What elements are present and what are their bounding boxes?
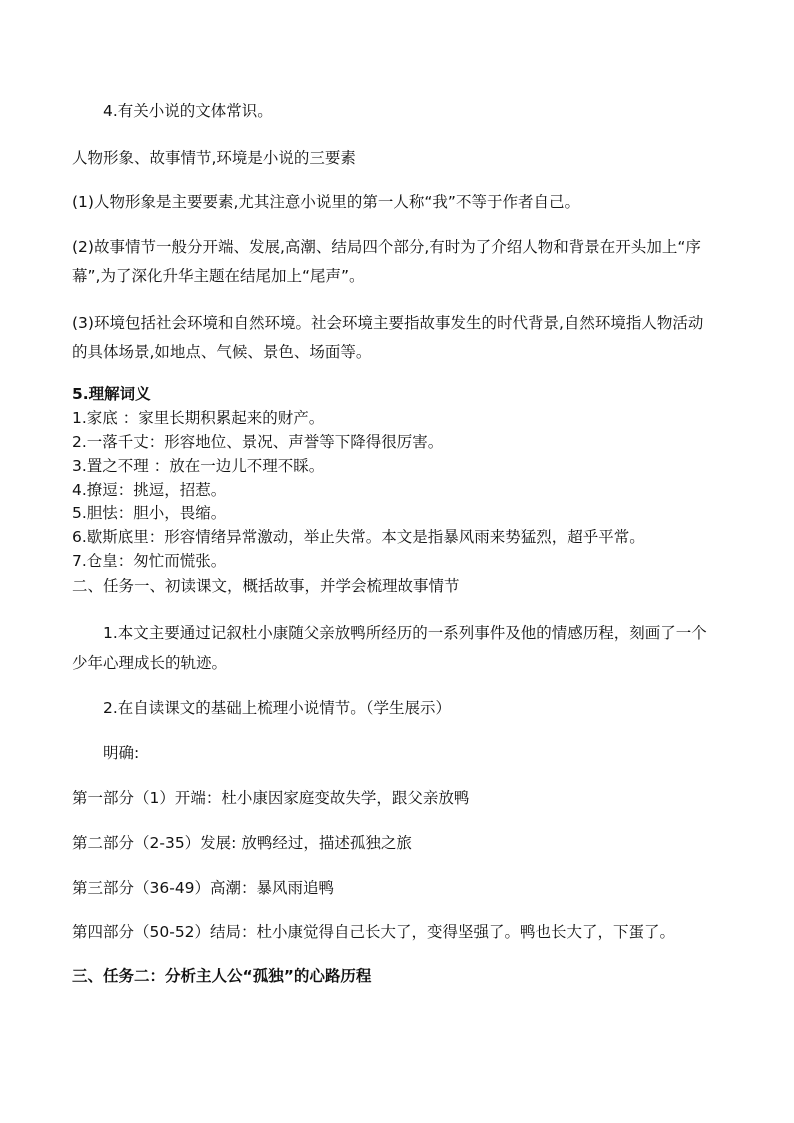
section-5-heading: 5.理解词义 (72, 385, 151, 403)
vocab-item: 6.歇斯底里：形容情绪异常激动，举止失常。本文是指暴风雨来势猛烈，超乎平常。 (72, 528, 645, 546)
section-4-heading: 4.有关小说的文体常识。 (103, 102, 273, 120)
vocab-item: 2.一落千丈：形容地位、景况、声誉等下降得很厉害。 (72, 433, 444, 451)
plot-part: 第一部分（1）开端：杜小康因家庭变故失学，跟父亲放鸭 (72, 789, 470, 807)
vocab-item: 4.撩逗：挑逗，招惹。 (72, 481, 227, 499)
paragraph: 的具体场景,如地点、气候、景色、场面等。 (72, 343, 372, 361)
plot-part: 第三部分（36-49）高潮：暴风雨追鸭 (72, 879, 335, 897)
vocab-item: 5.胆怯：胆小，畏缩。 (72, 504, 227, 522)
vocab-item: 7.仓皇：匆忙而慌张。 (72, 552, 227, 570)
paragraph: 幕”,为了深化升华主题在结尾加上“尾声”。 (72, 267, 365, 285)
task-two-heading: 三、任务二：分析主人公“孤独”的心路历程 (72, 967, 372, 985)
paragraph: 少年心理成长的轨迹。 (72, 654, 228, 672)
plot-part: 第二部分（2-35）发展: 放鸭经过，描述孤独之旅 (72, 834, 412, 852)
vocab-item: 1.家底 ：家里长期积累起来的财产。 (72, 409, 325, 427)
paragraph: (1)人物形象是主要要素,尤其注意小说里的第一人称“我”不等于作者自己。 (72, 193, 580, 211)
paragraph: 人物形象、故事情节,环境是小说的三要素 (72, 149, 356, 167)
paragraph: (2)故事情节一般分开端、发展,高潮、结局四个部分,有时为了介绍人物和背景在开头加上“序 (72, 238, 701, 256)
paragraph: (3)环境包括社会环境和自然环境。社会环境主要指故事发生的时代背景,自然环境指人物活动 (72, 314, 704, 332)
plot-part: 第四部分（50-52）结局：杜小康觉得自己长大了，变得坚强了。鸭也长大了，下蛋了。 (72, 923, 676, 941)
paragraph: 明确: (103, 744, 140, 762)
paragraph: 2.在自读课文的基础上梳理小说情节。（学生展示） (103, 699, 452, 717)
paragraph: 1.本文主要通过记叙杜小康随父亲放鸭所经历的一系列事件及他的情感历程，刻画了一个 (103, 624, 707, 642)
task-one-heading: 二、任务一、初读课文，概括故事，并学会梳理故事情节 (72, 577, 460, 595)
vocab-item: 3.置之不理 ：放在一边儿不理不睬。 (72, 457, 325, 475)
